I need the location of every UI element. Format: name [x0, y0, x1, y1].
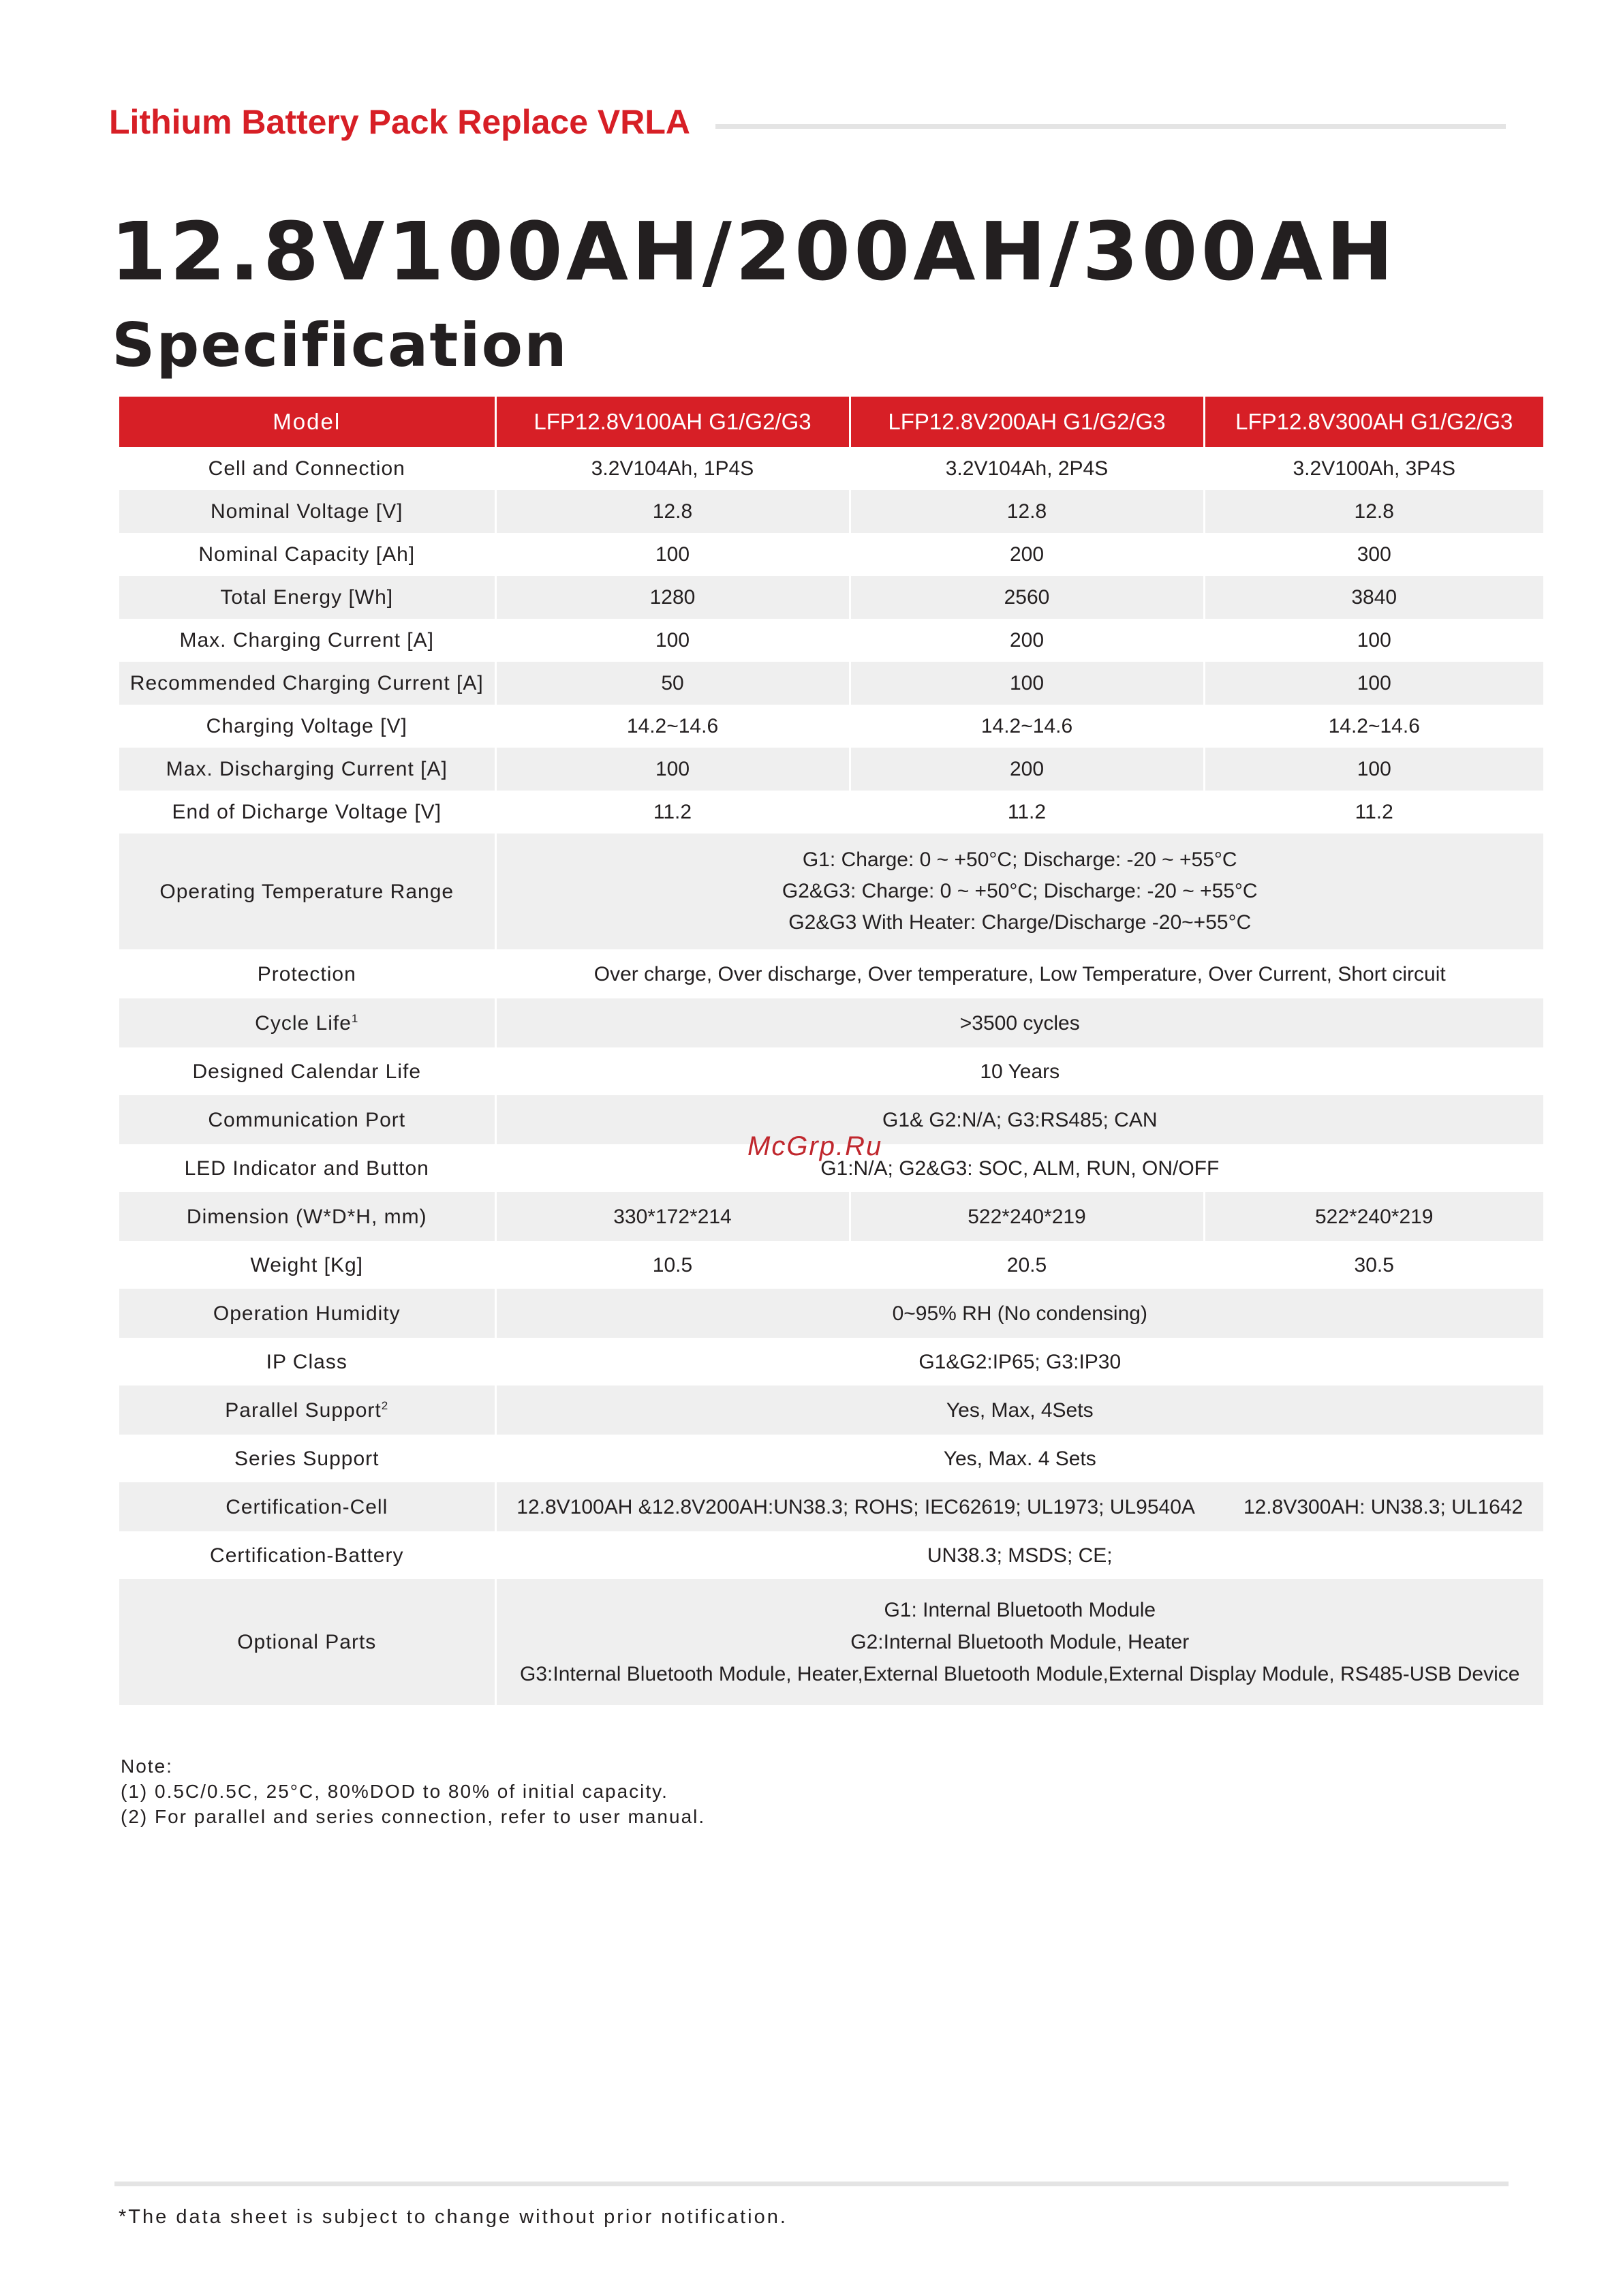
table-cell: 200: [850, 619, 1204, 662]
table-cell: Over charge, Over discharge, Over temperature, Low Temperature, Over Current, Short circuit: [593, 962, 1446, 985]
row-label: Dimension (W*D*H, mm): [119, 1192, 495, 1241]
column-header: Model: [119, 397, 495, 447]
table-row: [119, 1579, 1543, 1705]
table-row: [119, 447, 1543, 490]
table-cell: 2560: [850, 576, 1204, 619]
table-row: [119, 1192, 1543, 1241]
spec-table: [119, 397, 1543, 1705]
table-row: [119, 662, 1543, 705]
column-header: LFP12.8V300AH G1/G2/G3: [1204, 397, 1543, 447]
table-cell: Yes, Max. 4 Sets: [943, 1447, 1096, 1470]
notes: [121, 1754, 705, 1829]
table-cell: 10 Years: [980, 1060, 1060, 1083]
table-header-row: [119, 397, 1543, 447]
row-label: [119, 998, 495, 1047]
table-row: [119, 619, 1543, 662]
table-row: [119, 1435, 1543, 1482]
row-label: Nominal Voltage [V]: [119, 490, 495, 533]
table-cell: [495, 1579, 1543, 1705]
table-cell: 50: [495, 662, 850, 705]
table-cell: 200: [850, 748, 1204, 791]
table-row: [119, 1531, 1543, 1579]
cell-line: G2&G3: Charge: 0 ~ +50°C; Discharge: -20 ~ +55°C: [782, 880, 1258, 902]
row-label: Recommended Charging Current [A]: [119, 662, 495, 705]
table-row: [119, 1289, 1543, 1338]
column-header: LFP12.8V100AH G1/G2/G3: [495, 397, 850, 447]
row-label: [119, 1386, 495, 1435]
table-row: [119, 791, 1543, 833]
note-item: (2) For parallel and series connection, refer to user manual.: [121, 1806, 706, 1827]
cert-cell-a: 12.8V100AH &12.8V200AH:UN38.3; ROHS; IEC62619; UL1973; UL9540A: [516, 1495, 1194, 1518]
footnote-mark: 1: [351, 1011, 359, 1025]
table-cell: Yes, Max, 4Sets: [495, 1386, 1543, 1435]
row-label: Designed Calendar Life: [119, 1047, 495, 1095]
table-cell: 3.2V100Ah, 3P4S: [1293, 457, 1456, 480]
row-label: Certification-Battery: [119, 1531, 495, 1579]
row-label-text: Cycle Life: [255, 1011, 352, 1035]
cell-line: G1: Internal Bluetooth Module: [884, 1599, 1156, 1621]
table-row: [119, 1386, 1543, 1435]
note-item: (1) 0.5C/0.5C, 25°C, 80%DOD to 80% of initial capacity.: [121, 1781, 668, 1802]
table-cell: 100: [495, 619, 850, 662]
header-title: Lithium Battery Pack Replace VRLA: [109, 103, 691, 141]
table-cell: G1& G2:N/A; G3:RS485; CAN: [495, 1095, 1543, 1144]
row-label: Series Support: [119, 1435, 495, 1482]
table-cell: 330*172*214: [495, 1192, 850, 1241]
table-row: [119, 490, 1543, 533]
table-cell: 3840: [1204, 576, 1543, 619]
table-row: [119, 705, 1543, 748]
table-cell: 0~95% RH (No condensing): [495, 1289, 1543, 1338]
table-row: [119, 998, 1543, 1047]
table-cell: 522*240*219: [1204, 1192, 1543, 1241]
table-row: [119, 1338, 1543, 1386]
table-cell: 14.2~14.6: [495, 705, 850, 748]
row-label: Max. Charging Current [A]: [119, 619, 495, 662]
row-label: End of Dicharge Voltage [V]: [119, 791, 495, 833]
table-cell: 11.2: [1355, 801, 1393, 823]
table-row: [119, 1482, 1543, 1531]
table-cell: 10.5: [495, 1241, 850, 1289]
header-rule: [715, 124, 1506, 129]
table-cell: 100: [495, 533, 850, 576]
row-label: Max. Discharging Current [A]: [119, 748, 495, 791]
watermark: McGrp.Ru: [747, 1131, 883, 1161]
cell-line: G1: Charge: 0 ~ +50°C; Discharge: -20 ~ +55°C: [802, 848, 1237, 871]
table-cell: 3.2V104Ah, 2P4S: [850, 447, 1204, 490]
table-cell: [495, 1482, 1543, 1531]
row-label: Operating Temperature Range: [119, 833, 495, 949]
table-row: [119, 949, 1543, 998]
table-cell: 12.8: [1204, 490, 1543, 533]
table-cell: 100: [850, 662, 1204, 705]
row-label: Certification-Cell: [119, 1482, 495, 1531]
table-cell: 3.2V104Ah, 1P4S: [495, 447, 850, 490]
table-cell: UN38.3; MSDS; CE;: [927, 1544, 1113, 1567]
table-cell: 522*240*219: [850, 1192, 1204, 1241]
footer-rule: [114, 2182, 1509, 2186]
cell-line: G2&G3 With Heater: Charge/Discharge -20~+55°C: [788, 911, 1252, 934]
table-cell: G1:N/A; G2&G3: SOC, ALM, RUN, ON/OFF: [820, 1157, 1220, 1180]
row-label: IP Class: [119, 1338, 495, 1386]
page-title: 12.8V100AH/200AH/300AH: [110, 204, 1397, 299]
cell-line: G3:Internal Bluetooth Module, Heater,External Bluetooth Module,External Display Module, RS485-USB Device: [520, 1663, 1520, 1685]
table-row: [119, 748, 1543, 791]
footer-disclaimer: *The data sheet is subject to change without prior notification.: [119, 2206, 788, 2228]
page-subtitle: Specification: [112, 310, 568, 380]
table-cell: 1280: [495, 576, 850, 619]
table-cell: [495, 833, 1543, 949]
notes-title: Note:: [121, 1756, 173, 1777]
table-cell: 100: [1357, 629, 1391, 652]
row-label: Charging Voltage [V]: [119, 705, 495, 748]
table-cell: 100: [495, 748, 850, 791]
footnote-mark: 2: [381, 1398, 389, 1412]
table-cell: 300: [1357, 543, 1391, 566]
table-cell: 14.2~14.6: [850, 705, 1204, 748]
table-row: [119, 1241, 1543, 1289]
table-cell: 14.2~14.6: [1328, 715, 1420, 737]
table-row: [119, 1047, 1543, 1095]
table-cell: 100: [1204, 662, 1543, 705]
row-label-text: Parallel Support: [225, 1398, 382, 1422]
row-label: Nominal Capacity [Ah]: [119, 533, 495, 576]
table-cell: 11.2: [850, 791, 1204, 833]
table-cell: 30.5: [1354, 1253, 1394, 1276]
table-cell: 200: [850, 533, 1204, 576]
table-cell: 12.8: [850, 490, 1204, 533]
row-label: Protection: [119, 949, 495, 998]
table-cell: 12.8: [495, 490, 850, 533]
row-label: Weight [Kg]: [119, 1241, 495, 1289]
table-cell: 20.5: [850, 1241, 1204, 1289]
table-cell: 100: [1204, 748, 1543, 791]
row-label: Operation Humidity: [119, 1289, 495, 1338]
row-label: Communication Port: [119, 1095, 495, 1144]
table-row: [119, 533, 1543, 576]
table-cell: >3500 cycles: [495, 998, 1543, 1047]
row-label: LED Indicator and Button: [119, 1144, 495, 1192]
column-header: LFP12.8V200AH G1/G2/G3: [850, 397, 1204, 447]
row-label: Optional Parts: [119, 1579, 495, 1705]
row-label: Cell and Connection: [119, 447, 495, 490]
cert-cell-b: 12.8V300AH: UN38.3; UL1642: [1243, 1495, 1524, 1518]
table-row: [119, 833, 1543, 949]
table-cell: G1&G2:IP65; G3:IP30: [918, 1350, 1122, 1373]
table-cell: 11.2: [495, 791, 850, 833]
cell-line: G2:Internal Bluetooth Module, Heater: [850, 1631, 1190, 1653]
table-row: [119, 576, 1543, 619]
page-header: [109, 102, 1513, 150]
row-label: Total Energy [Wh]: [119, 576, 495, 619]
